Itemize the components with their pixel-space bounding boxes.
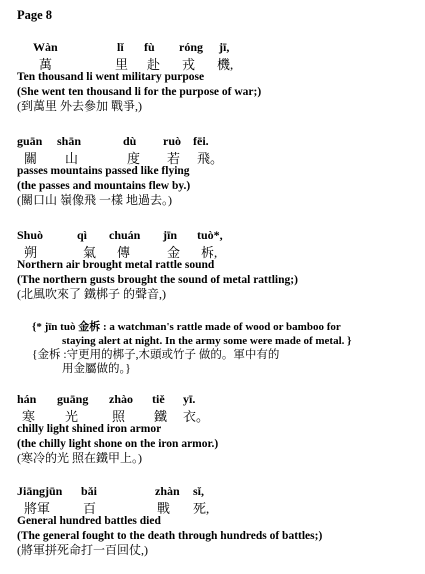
paraphrase: (She went ten thousand li for the purpose of war;) xyxy=(17,85,262,98)
hanzi-char: 山 xyxy=(65,151,79,166)
pinyin-word: yī. xyxy=(183,392,196,406)
pinyin-word: fēi. xyxy=(193,134,209,148)
pinyin-word: shān xyxy=(57,134,82,148)
hanzi-char: 死, xyxy=(193,501,210,516)
pinyin-word: fù xyxy=(144,40,155,54)
pinyin-word: jīn xyxy=(163,228,178,242)
english-gloss: chilly light shined iron armor xyxy=(17,423,162,435)
page-label: Page 8 xyxy=(17,8,53,22)
footnote-line: staying alert at night. In the army some were made of metal. } xyxy=(62,335,352,347)
english-gloss: Ten thousand li went military purpose xyxy=(17,71,205,83)
pinyin-word: qì xyxy=(77,228,88,242)
hanzi-char: 氣 xyxy=(83,245,97,260)
hanzi-char: 光 xyxy=(65,409,79,424)
paraphrase: (the chilly light shone on the iron armor.) xyxy=(17,437,219,450)
pinyin-word: guāng xyxy=(57,392,89,406)
hanzi-row xyxy=(17,242,417,258)
pinyin-word: hán xyxy=(17,392,37,406)
stanza-5 xyxy=(17,484,417,558)
pinyin-word: chuán xyxy=(109,228,141,242)
english-gloss: passes mountains passed like flying xyxy=(17,165,190,177)
hanzi-char: 衣。 xyxy=(183,409,210,424)
pinyin-row xyxy=(17,40,417,54)
paraphrase: (the passes and mountains flew by.) xyxy=(17,179,191,192)
pinyin-word: Wàn xyxy=(33,40,58,54)
hanzi-char: 里 xyxy=(115,57,129,72)
stanza-3 xyxy=(17,228,417,302)
pinyin-word: Shuò xyxy=(17,228,44,242)
footnote-line: {金柝 :守更用的梆子,木頭或竹子 做的。軍中有的 xyxy=(32,349,280,361)
hanzi-row xyxy=(17,148,417,164)
hanzi-row xyxy=(17,498,417,514)
pinyin-word: tuò*, xyxy=(197,228,223,242)
hanzi-char: 若 xyxy=(167,151,181,166)
hanzi-char: 鐵 xyxy=(154,409,168,424)
chinese-paraphrase: (將軍拼死命打一百回仗,) xyxy=(17,543,148,557)
hanzi-char: 機, xyxy=(217,57,234,72)
hanzi-char: 朔 xyxy=(24,245,38,260)
hanzi-char: 傳 xyxy=(117,245,131,260)
chinese-paraphrase: (北風吹來了 鐵梆子 的聲音,) xyxy=(17,287,166,301)
chinese-paraphrase: (到萬里 外去參加 戰爭,) xyxy=(17,99,142,113)
pinyin-word: ruò xyxy=(163,134,181,148)
pinyin-word: lǐ xyxy=(117,40,124,54)
hanzi-char: 金 xyxy=(167,245,181,260)
hanzi-char: 度 xyxy=(127,151,141,166)
hanzi-row xyxy=(17,54,417,70)
hanzi-char: 戰 xyxy=(157,501,171,516)
stanza-2 xyxy=(17,134,417,208)
hanzi-char: 萬 xyxy=(39,57,53,72)
footnote xyxy=(32,320,412,376)
hanzi-char: 百 xyxy=(83,501,97,516)
hanzi-char: 赴 xyxy=(147,57,161,72)
pinyin-word: Jiāngjūn xyxy=(17,484,63,498)
pinyin-word: jī, xyxy=(219,40,230,54)
hanzi-char: 戎 xyxy=(182,57,196,72)
english-gloss: General hundred battles died xyxy=(17,515,161,527)
chinese-paraphrase: (寒冷的光 照在鐵甲上。) xyxy=(17,451,142,465)
pinyin-word: dù xyxy=(123,134,137,148)
stanza-1 xyxy=(17,40,417,114)
paraphrase: (The general fought to the death through hundreds of battles;) xyxy=(17,529,323,542)
pinyin-word: zhàn xyxy=(155,484,180,498)
pinyin-row xyxy=(17,134,417,148)
hanzi-char: 柝, xyxy=(201,245,218,260)
hanzi-char: 將軍 xyxy=(24,501,51,516)
hanzi-char: 飛。 xyxy=(197,151,224,166)
hanzi-row xyxy=(17,406,417,422)
pinyin-word: zhào xyxy=(109,392,133,406)
pinyin-word: róng xyxy=(179,40,203,54)
hanzi-char: 關 xyxy=(24,151,38,166)
hanzi-char: 寒 xyxy=(22,409,36,424)
pinyin-word: sǐ, xyxy=(193,484,205,498)
english-gloss: Northern air brought metal rattle sound xyxy=(17,259,215,271)
pinyin-word: bǎi xyxy=(81,484,98,498)
footnote-line: {* jīn tuò 金柝 : a watchman's rattle made of wood or bamboo for xyxy=(32,321,341,333)
pinyin-word: tiě xyxy=(152,392,165,406)
pinyin-row xyxy=(17,392,417,406)
footnote-line: 用金屬做的。} xyxy=(62,363,131,375)
pinyin-word: guān xyxy=(17,134,43,148)
chinese-paraphrase: (關口山 嶺像飛 一樣 地過去。) xyxy=(17,193,172,207)
stanza-4 xyxy=(17,392,417,466)
pinyin-row xyxy=(17,484,417,498)
pinyin-row xyxy=(17,228,417,242)
paraphrase: (The northern gusts brought the sound of metal rattling;) xyxy=(17,273,298,286)
hanzi-char: 照 xyxy=(112,409,126,424)
